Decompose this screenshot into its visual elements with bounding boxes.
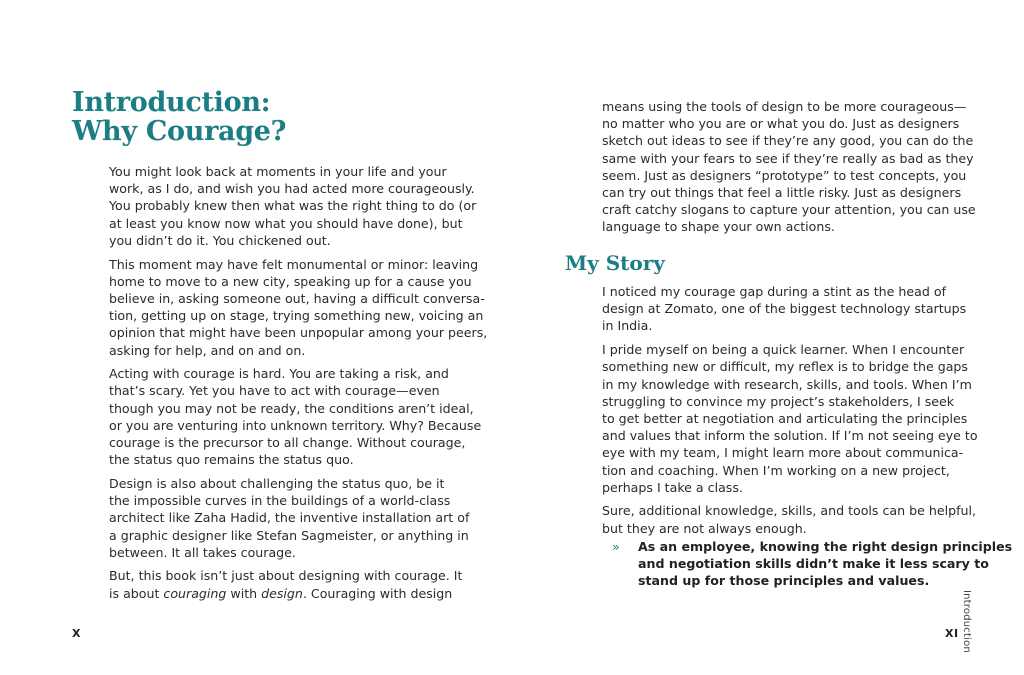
- paragraph: [109, 567, 463, 601]
- emphasis-design: design: [261, 585, 303, 601]
- right-body-text: [602, 283, 978, 543]
- text-line: in my knowledge with research, skills, and tools. When I’m: [602, 376, 972, 392]
- text-line: Sure, additional knowledge, skills, and tools can be helpful,: [602, 503, 976, 519]
- text-line: no matter who you are or what you do. Just as designers: [602, 116, 960, 132]
- text-line: tion, getting up on stage, trying something new, voicing an: [109, 308, 484, 324]
- text-line: But, this book isn’t just about designing with courage. It: [109, 568, 463, 584]
- right-page: [512, 0, 1024, 675]
- text-line: can try out things that feel a little risky. Just as designers: [602, 185, 962, 201]
- text-line: that’s scary. Yet you have to act with courage—even: [109, 383, 440, 399]
- paragraph: [109, 475, 470, 561]
- chapter-title: [72, 88, 286, 146]
- text-line: stand up for those principles and values.: [638, 573, 930, 589]
- text-run: is about: [109, 585, 164, 601]
- text-line: This moment may have felt monumental or minor: leaving: [109, 256, 479, 272]
- text-line: asking for help, and on and on.: [109, 342, 306, 358]
- text-line: perhaps I take a class.: [602, 479, 743, 495]
- text-line: at least you know now what you should have done), but: [109, 215, 463, 231]
- text-line: As an employee, knowing the right design principles: [638, 539, 1013, 554]
- section-title: My Story: [565, 251, 665, 275]
- text-line: courage is the precursor to all change. Without courage,: [109, 435, 466, 451]
- text-run: with: [226, 585, 262, 601]
- text-line: I noticed my courage gap during a stint as the head of: [602, 284, 947, 299]
- text-line: You might look back at moments in your life and your: [109, 164, 447, 179]
- text-line: Acting with courage is hard. You are taking a risk, and: [109, 366, 449, 382]
- text-line: struggling to convince my project’s stakeholders, I seek: [602, 393, 955, 409]
- text-line: in India.: [602, 318, 653, 334]
- text-line: the impossible curves in the buildings of a world-class: [109, 493, 451, 509]
- text-line: eye with my team, I might learn more about communica-: [602, 445, 964, 461]
- text-line: something new or difficult, my reflex is to bridge the gaps: [602, 359, 968, 375]
- text-line: means using the tools of design to be more courageous—: [602, 99, 967, 114]
- text-line: craft catchy slogans to capture your attention, you can use: [602, 202, 976, 218]
- text-line: you didn’t do it. You chickened out.: [109, 232, 331, 248]
- emphasis-couraging: couraging: [163, 585, 227, 601]
- text-line: [109, 585, 453, 602]
- left-body-text: [109, 163, 488, 608]
- text-line: tion and coaching. When I’m working on a new project,: [602, 462, 950, 478]
- text-line: though you may not be ready, the conditions aren’t ideal,: [109, 400, 474, 416]
- text-line: home to move to a new city, speaking up for a cause you: [109, 273, 472, 289]
- text-line: a graphic designer like Stefan Sagmeister, or anything in: [109, 527, 469, 543]
- text-line: language to shape your own actions.: [602, 219, 835, 235]
- text-line: architect like Zaha Hadid, the inventive installation art of: [109, 510, 470, 526]
- running-head: Introduction: [961, 590, 972, 653]
- text-line: or you are venturing into unknown territory. Why? Because: [109, 417, 482, 433]
- paragraph: [602, 502, 976, 536]
- text-line: and values that inform the solution. If I’m not seeing eye to: [602, 428, 978, 444]
- text-line: the status quo remains the status quo.: [109, 452, 354, 468]
- text-line: believe in, asking someone out, having a difficult conversa-: [109, 290, 485, 306]
- paragraph: [602, 283, 967, 335]
- paragraph: [602, 341, 978, 496]
- pull-quote-text: [638, 538, 1012, 590]
- text-line: work, as I do, and wish you had acted more courageously.: [109, 181, 475, 197]
- text-line: opinion that might have been unpopular among your peers,: [109, 325, 488, 341]
- continued-paragraph: [602, 98, 976, 236]
- paragraph: [109, 256, 488, 359]
- chapter-title-line: Why Courage?: [72, 116, 287, 147]
- text-line: seem. Just as designers “prototype” to test concepts, you: [602, 167, 967, 183]
- text-line: design at Zomato, one of the biggest technology startups: [602, 301, 967, 317]
- text-line: to get better at negotiation and articulating the principles: [602, 410, 968, 426]
- paragraph: [109, 365, 482, 468]
- page-number-right: XI: [945, 627, 959, 640]
- text-line: same with your fears to see if they’re really as bad as they: [602, 150, 974, 166]
- chevron-right-icon: »: [612, 539, 620, 554]
- text-line: and negotiation skills didn’t make it less scary to: [638, 556, 989, 572]
- paragraph: [109, 163, 477, 249]
- text-line: You probably knew then what was the right thing to do (or: [109, 198, 477, 214]
- text-line: between. It all takes courage.: [109, 544, 296, 560]
- page-number-left: X: [72, 627, 81, 640]
- text-line: but they are not always enough.: [602, 520, 807, 536]
- text-line: I pride myself on being a quick learner. When I encounter: [602, 342, 965, 358]
- text-run: . Couraging with design: [302, 585, 453, 601]
- text-line: sketch out ideas to see if they’re any good, you can do the: [602, 133, 974, 149]
- chapter-title-line: Introduction:: [72, 87, 271, 118]
- text-line: Design is also about challenging the status quo, be it: [109, 475, 445, 491]
